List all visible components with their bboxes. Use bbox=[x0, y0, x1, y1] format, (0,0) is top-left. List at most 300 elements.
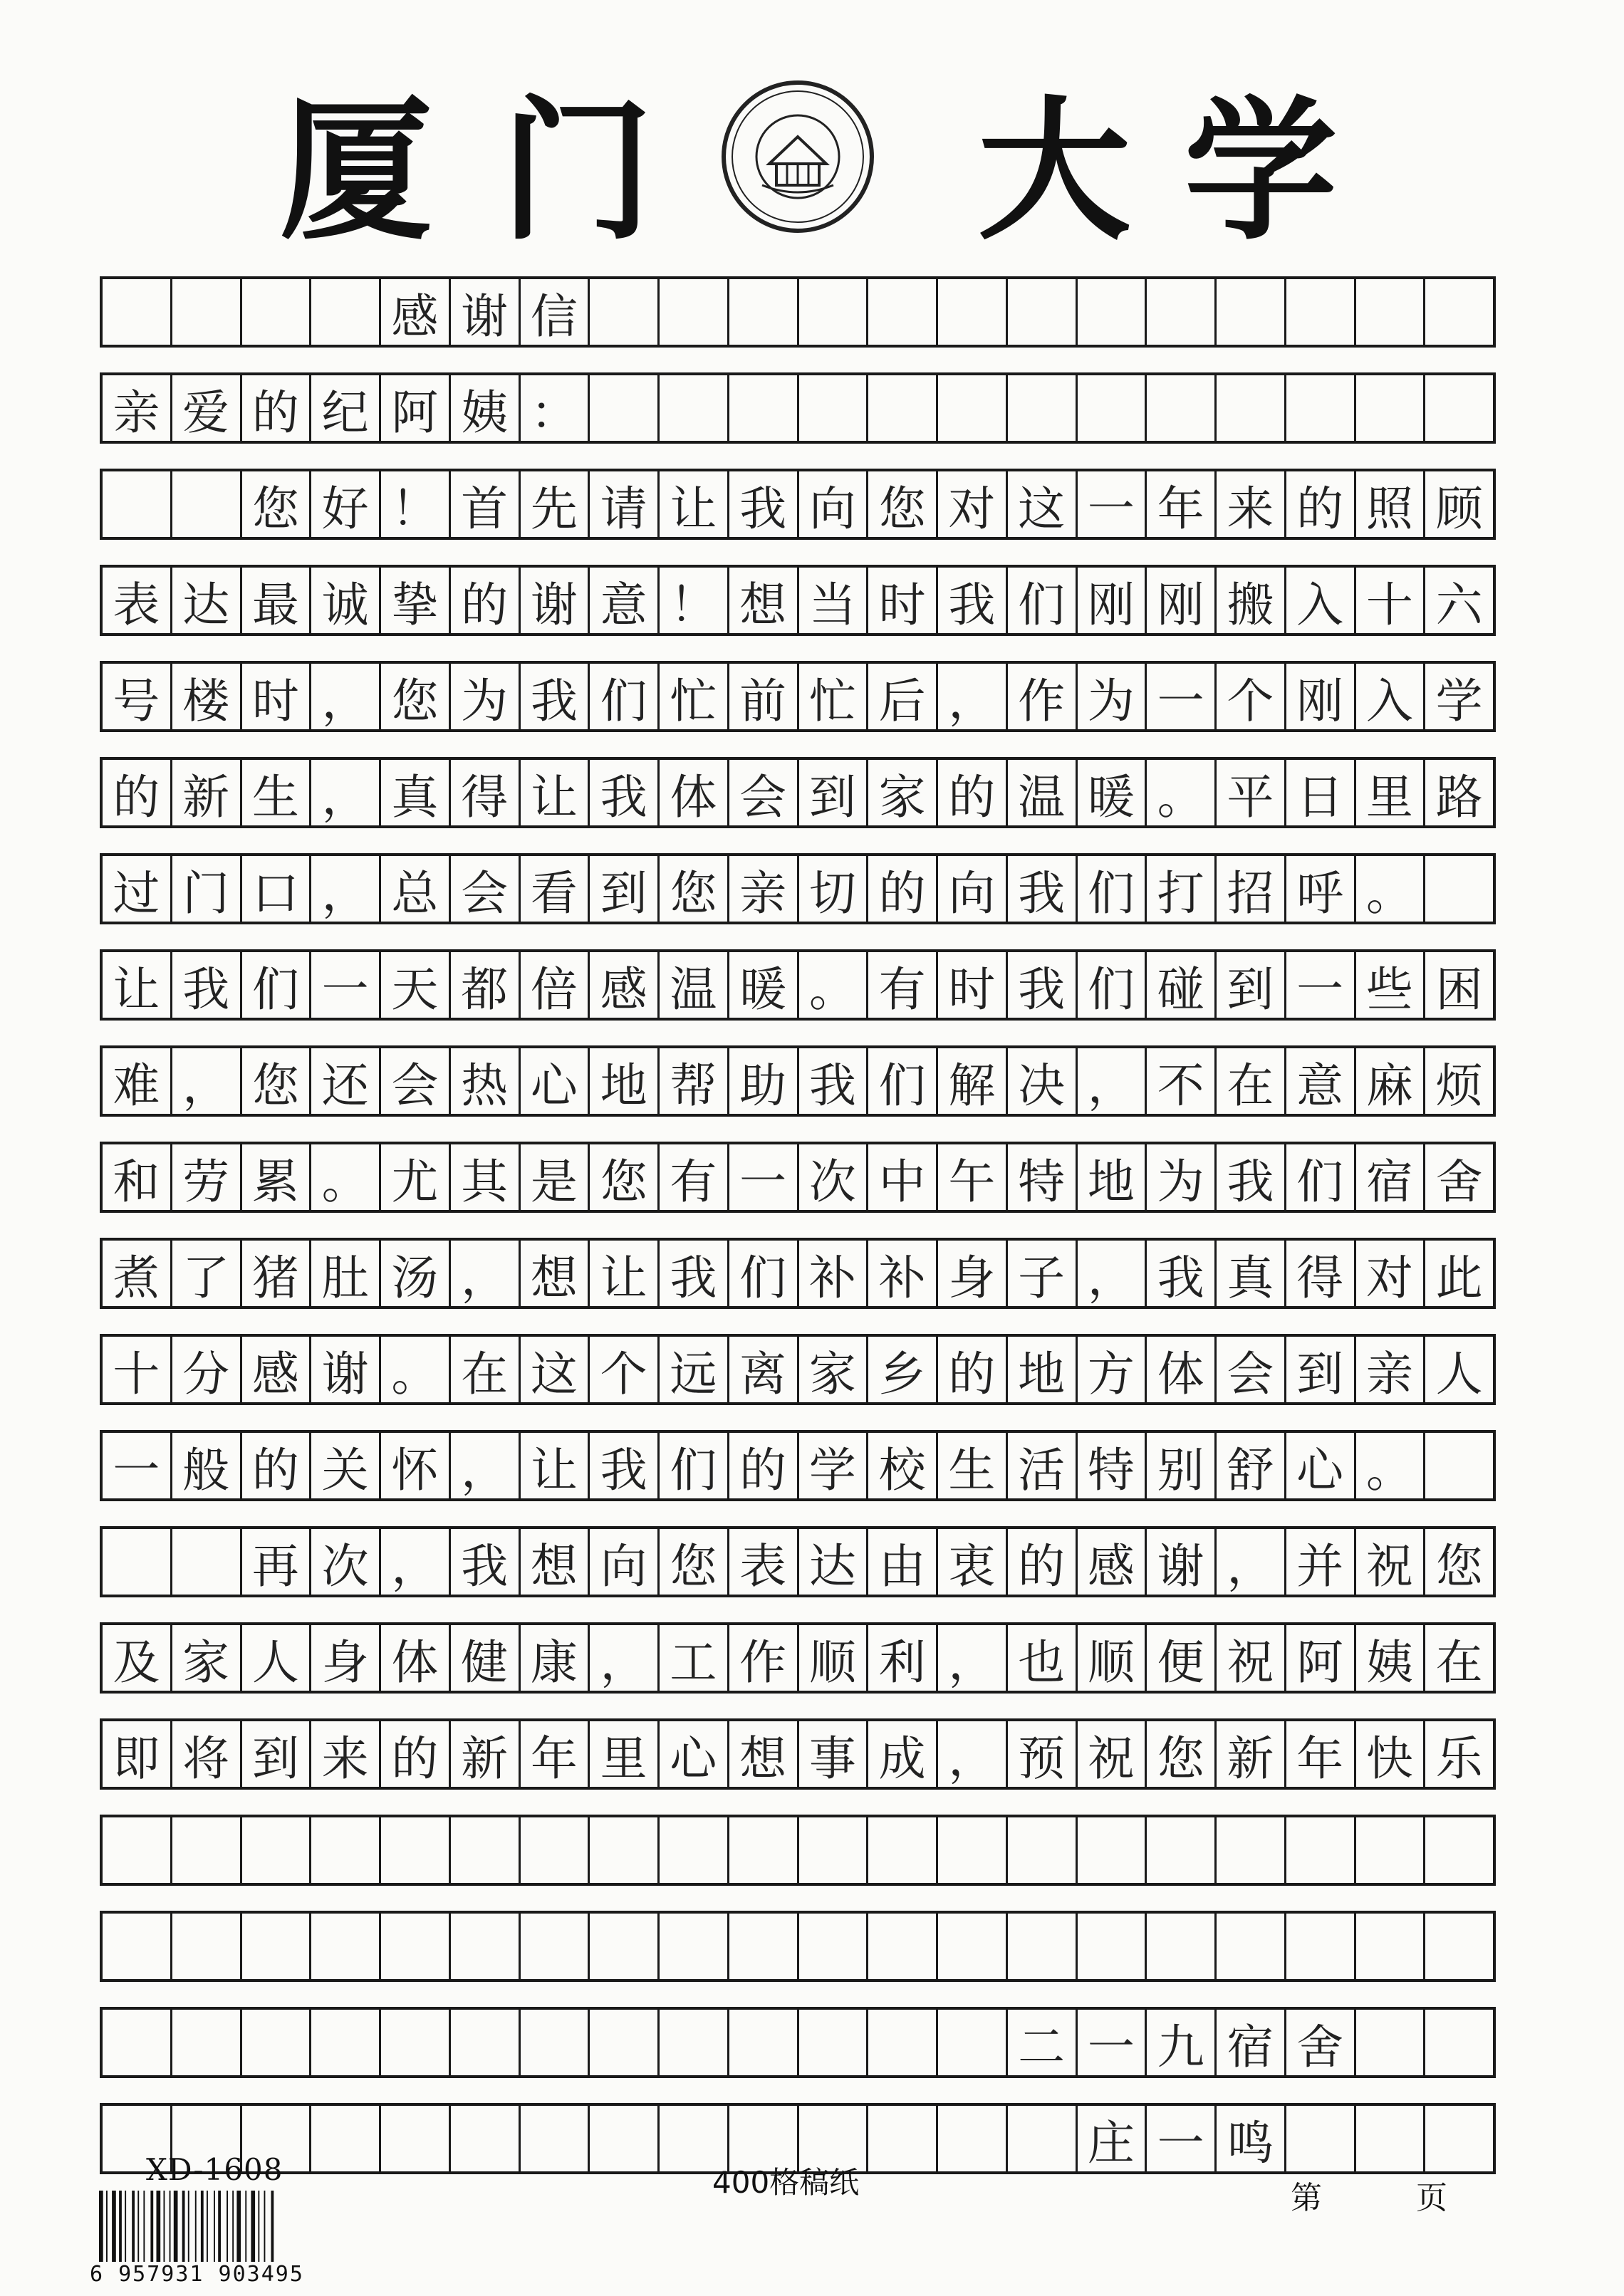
grid-cell: 怀 bbox=[381, 1433, 451, 1498]
grid-cell bbox=[311, 2106, 381, 2171]
grid-cell: 新 bbox=[172, 760, 242, 825]
grid-cell: 也 bbox=[1008, 1625, 1078, 1691]
grid-cell: 关 bbox=[311, 1433, 381, 1498]
grid-cell: 天 bbox=[381, 952, 451, 1018]
grid-cell: 。 bbox=[1356, 856, 1426, 922]
grid-cell: 新 bbox=[451, 1721, 521, 1787]
grid-cell: 您 bbox=[381, 664, 451, 729]
grid-cell bbox=[590, 375, 660, 441]
grid-cell bbox=[1356, 1817, 1426, 1883]
grid-cell: ， bbox=[938, 664, 1008, 729]
grid-cell: 真 bbox=[381, 760, 451, 825]
grid-cell: 活 bbox=[1008, 1433, 1078, 1498]
grid-row bbox=[100, 276, 1496, 348]
grid-cell bbox=[729, 1817, 799, 1883]
grid-row bbox=[100, 949, 1496, 1021]
grid-cell: 们 bbox=[660, 1433, 729, 1498]
grid-cell: 入 bbox=[1356, 664, 1426, 729]
grid-cell: 打 bbox=[1147, 856, 1217, 922]
grid-cell: 搬 bbox=[1217, 568, 1286, 633]
grid-cell: 此 bbox=[1435, 1250, 1483, 1305]
grid-cell: ， bbox=[311, 664, 381, 729]
grid-cell bbox=[660, 279, 729, 345]
grid-cell: 的 bbox=[242, 375, 312, 441]
grid-cell: 体 bbox=[660, 760, 729, 825]
grid-cell: 诚 bbox=[311, 568, 381, 633]
grid-cell bbox=[242, 1914, 312, 1979]
grid-cell bbox=[103, 1817, 172, 1883]
grid-cell: 的 bbox=[451, 568, 521, 633]
grid-cell: 时 bbox=[242, 664, 312, 729]
grid-cell bbox=[172, 279, 242, 345]
grid-cell bbox=[729, 2010, 799, 2075]
grid-cell: 暖 bbox=[729, 952, 799, 1018]
grid-cell: ！ bbox=[381, 471, 451, 537]
grid-cell: 利 bbox=[868, 1625, 938, 1691]
grid-cell: 人 bbox=[242, 1625, 312, 1691]
grid-cell: 真 bbox=[1217, 1241, 1286, 1306]
grid-cell: 心 bbox=[660, 1721, 729, 1787]
grid-cell: 一 bbox=[1147, 2106, 1217, 2171]
grid-cell: 。 bbox=[1356, 1433, 1426, 1498]
grid-cell: 有 bbox=[868, 952, 938, 1018]
grid-cell bbox=[1008, 279, 1078, 345]
grid-cell: 年 bbox=[1286, 1721, 1356, 1787]
grid-cell: 我 bbox=[799, 1048, 869, 1114]
grid-cell: 新 bbox=[1217, 1721, 1286, 1787]
grid-cell bbox=[729, 1914, 799, 1979]
grid-cell bbox=[868, 279, 938, 345]
grid-cell: 照 bbox=[1356, 471, 1426, 537]
grid-cell bbox=[1286, 375, 1356, 441]
grid-cell: 前 bbox=[729, 664, 799, 729]
grid-cell: 想 bbox=[521, 1529, 590, 1595]
grid-cell: 平 bbox=[1217, 760, 1286, 825]
grid-cell: 来 bbox=[1217, 471, 1286, 537]
grid-cell bbox=[868, 2010, 938, 2075]
grid-cell: 热 bbox=[451, 1048, 521, 1114]
grid-cell: 表 bbox=[729, 1529, 799, 1595]
grid-cell: 请 bbox=[590, 471, 660, 537]
grid-cell: 刚 bbox=[1286, 664, 1356, 729]
grid-cell bbox=[172, 2010, 242, 2075]
grid-cell bbox=[172, 471, 242, 537]
grid-cell: 想 bbox=[521, 1241, 590, 1306]
grid-cell: 由 bbox=[868, 1529, 938, 1595]
grid-cell: 日 bbox=[1286, 760, 1356, 825]
grid-cell bbox=[660, 1817, 729, 1883]
grid-cell: 年 bbox=[1147, 471, 1217, 537]
grid-cell: 们 bbox=[1078, 952, 1147, 1018]
grid-cell: 体 bbox=[381, 1625, 451, 1691]
grid-cell bbox=[1078, 279, 1147, 345]
grid-cell bbox=[1425, 1817, 1493, 1883]
grid-cell bbox=[1078, 1914, 1147, 1979]
grid-cell bbox=[521, 1914, 590, 1979]
grid-cell: 健 bbox=[451, 1625, 521, 1691]
grid-cell: 子 bbox=[1008, 1241, 1078, 1306]
grid-cell: 离 bbox=[729, 1337, 799, 1402]
grid-cell bbox=[1217, 279, 1286, 345]
grid-cell: 乐 bbox=[1435, 1731, 1483, 1786]
grid-cell: 麻 bbox=[1356, 1048, 1426, 1114]
grid-cell: 二 bbox=[1008, 2010, 1078, 2075]
grid-cell: 当 bbox=[799, 568, 869, 633]
grid-cell: 一 bbox=[729, 1144, 799, 1210]
grid-cell: 祝 bbox=[1217, 1625, 1286, 1691]
grid-cell: 到 bbox=[1286, 1337, 1356, 1402]
grid-cell bbox=[1286, 1914, 1356, 1979]
grid-cell: 让 bbox=[521, 760, 590, 825]
grid-cell: 姨 bbox=[451, 375, 521, 441]
grid-cell: 作 bbox=[1008, 664, 1078, 729]
grid-cell: 会 bbox=[381, 1048, 451, 1114]
grid-cell: 我 bbox=[590, 760, 660, 825]
grid-cell: 。 bbox=[799, 952, 869, 1018]
grid-cell: 刚 bbox=[1147, 568, 1217, 633]
grid-cell: 衷 bbox=[938, 1529, 1008, 1595]
grid-cell: 补 bbox=[868, 1241, 938, 1306]
grid-cell bbox=[1286, 279, 1356, 345]
grid-cell: 信 bbox=[521, 279, 590, 345]
grid-cell bbox=[311, 1817, 381, 1883]
grid-row bbox=[100, 1815, 1496, 1886]
grid-cell: 还 bbox=[311, 1048, 381, 1114]
grid-cell bbox=[381, 1817, 451, 1883]
grid-cell: 。 bbox=[311, 1144, 381, 1210]
grid-cell: 谢 bbox=[521, 568, 590, 633]
grid-row bbox=[100, 1911, 1496, 1982]
grid-cell: 帮 bbox=[660, 1048, 729, 1114]
grid-cell: 一 bbox=[1147, 664, 1217, 729]
grid-cell: ， bbox=[311, 856, 381, 922]
grid-cell: 谢 bbox=[451, 279, 521, 345]
barcode-number: 6 957931 903495 bbox=[90, 2262, 304, 2287]
grid-cell bbox=[1217, 375, 1286, 441]
grid-cell bbox=[1356, 279, 1426, 345]
grid-cell: 呼 bbox=[1286, 856, 1356, 922]
grid-cell: 劳 bbox=[172, 1144, 242, 1210]
grid-cell: 碰 bbox=[1147, 952, 1217, 1018]
grid-cell: 的 bbox=[938, 1337, 1008, 1402]
grid-cell: 感 bbox=[381, 279, 451, 345]
grid-row bbox=[100, 2007, 1496, 2078]
grid-cell bbox=[590, 1914, 660, 1979]
grid-cell: 首 bbox=[451, 471, 521, 537]
grid-cell: 会 bbox=[451, 856, 521, 922]
grid-cell: 学 bbox=[799, 1433, 869, 1498]
grid-cell: 到 bbox=[1217, 952, 1286, 1018]
grid-cell: 远 bbox=[660, 1337, 729, 1402]
paper-code: XD-1608 bbox=[146, 2152, 283, 2187]
grid-cell bbox=[938, 375, 1008, 441]
grid-cell: ， bbox=[381, 1529, 451, 1595]
grid-cell bbox=[103, 471, 172, 537]
grid-cell: 家 bbox=[172, 1625, 242, 1691]
grid-cell bbox=[172, 1817, 242, 1883]
grid-cell: 里 bbox=[1356, 760, 1426, 825]
grid-cell: 决 bbox=[1008, 1048, 1078, 1114]
grid-cell: 祝 bbox=[1078, 1721, 1147, 1787]
masthead-char-2: 门 bbox=[500, 80, 654, 261]
masthead-char-3: 大 bbox=[977, 80, 1131, 261]
grid-cell: 作 bbox=[729, 1625, 799, 1691]
grid-row bbox=[100, 1430, 1496, 1501]
grid-cell: 们 bbox=[590, 664, 660, 729]
grid-cell bbox=[1425, 1914, 1493, 1979]
grid-cell: 一 bbox=[1078, 471, 1147, 537]
grid-cell: 姨 bbox=[1356, 1625, 1426, 1691]
grid-cell: 舍 bbox=[1435, 1154, 1483, 1209]
grid-cell: 我 bbox=[172, 952, 242, 1018]
grid-cell: 得 bbox=[1286, 1241, 1356, 1306]
grid-cell bbox=[590, 1817, 660, 1883]
grid-cell: 亲 bbox=[103, 375, 172, 441]
grid-cell: 看 bbox=[521, 856, 590, 922]
grid-row bbox=[100, 372, 1496, 444]
grid-cell: 感 bbox=[1078, 1529, 1147, 1595]
grid-cell bbox=[660, 375, 729, 441]
grid-cell: 的 bbox=[242, 1433, 312, 1498]
grid-cell: 个 bbox=[1217, 664, 1286, 729]
grid-cell: 再 bbox=[242, 1529, 312, 1595]
grid-cell bbox=[451, 1817, 521, 1883]
grid-cell: 们 bbox=[868, 1048, 938, 1114]
grid-cell: 先 bbox=[521, 471, 590, 537]
grid-cell bbox=[381, 2010, 451, 2075]
grid-cell: 亲 bbox=[1356, 1337, 1426, 1402]
grid-cell: 一 bbox=[103, 1433, 172, 1498]
grid-cell: 刚 bbox=[1078, 568, 1147, 633]
grid-cell: ！ bbox=[660, 568, 729, 633]
grid-cell bbox=[1356, 1914, 1426, 1979]
grid-cell: 生 bbox=[938, 1433, 1008, 1498]
grid-cell bbox=[868, 375, 938, 441]
grid-cell: 顺 bbox=[1078, 1625, 1147, 1691]
grid-cell: 及 bbox=[103, 1625, 172, 1691]
grid-cell bbox=[1008, 1914, 1078, 1979]
grid-cell: 困 bbox=[1435, 961, 1483, 1017]
grid-row bbox=[100, 469, 1496, 540]
grid-cell bbox=[799, 1817, 869, 1883]
grid-cell: 次 bbox=[799, 1144, 869, 1210]
grid-cell: 您 bbox=[590, 1144, 660, 1210]
grid-cell: 来 bbox=[311, 1721, 381, 1787]
grid-cell: 在 bbox=[1435, 1634, 1483, 1690]
grid-cell: 方 bbox=[1078, 1337, 1147, 1402]
grid-cell: 温 bbox=[1008, 760, 1078, 825]
grid-cell: 工 bbox=[660, 1625, 729, 1691]
grid-cell: 事 bbox=[799, 1721, 869, 1787]
grid-cell: 为 bbox=[451, 664, 521, 729]
grid-cell: 切 bbox=[799, 856, 869, 922]
grid-cell: 在 bbox=[1217, 1048, 1286, 1114]
grid-cell: ， bbox=[938, 1625, 1008, 1691]
grid-cell: 成 bbox=[868, 1721, 938, 1787]
grid-cell: 六 bbox=[1435, 577, 1483, 632]
grid-cell: 向 bbox=[799, 471, 869, 537]
grid-cell: 的 bbox=[1286, 471, 1356, 537]
grid-cell: 在 bbox=[451, 1337, 521, 1402]
grid-cell: 我 bbox=[1008, 952, 1078, 1018]
grid-cell: 家 bbox=[799, 1337, 869, 1402]
grid-cell: 们 bbox=[242, 952, 312, 1018]
grid-cell: 解 bbox=[938, 1048, 1008, 1114]
grid-cell: ， bbox=[938, 1721, 1008, 1787]
grid-cell: 号 bbox=[103, 664, 172, 729]
grid-cell: 我 bbox=[521, 664, 590, 729]
grid-cell: 阿 bbox=[1286, 1625, 1356, 1691]
grid-cell: 亲 bbox=[729, 856, 799, 922]
grid-cell: 些 bbox=[1356, 952, 1426, 1018]
grid-cell bbox=[1078, 375, 1147, 441]
grid-cell: 会 bbox=[1217, 1337, 1286, 1402]
grid-cell: ， bbox=[311, 760, 381, 825]
grid-cell: 到 bbox=[590, 856, 660, 922]
grid-cell bbox=[590, 279, 660, 345]
grid-cell: 时 bbox=[868, 568, 938, 633]
grid-cell: 您 bbox=[660, 1529, 729, 1595]
grid-cell: 得 bbox=[451, 760, 521, 825]
grid-cell: 倍 bbox=[521, 952, 590, 1018]
grid-cell: 对 bbox=[1356, 1241, 1426, 1306]
grid-cell bbox=[799, 1914, 869, 1979]
grid-cell: 我 bbox=[660, 1241, 729, 1306]
grid-cell: 过 bbox=[103, 856, 172, 922]
grid-cell: 口 bbox=[242, 856, 312, 922]
grid-cell: 楼 bbox=[172, 664, 242, 729]
grid-cell: 和 bbox=[103, 1144, 172, 1210]
grid-cell: 向 bbox=[938, 856, 1008, 922]
grid-cell bbox=[521, 2010, 590, 2075]
grid-cell: 乡 bbox=[868, 1337, 938, 1402]
grid-cell: 达 bbox=[172, 568, 242, 633]
grid-cell: 中 bbox=[868, 1144, 938, 1210]
grid-row bbox=[100, 757, 1496, 828]
grid-row bbox=[100, 661, 1496, 732]
grid-cell bbox=[1147, 375, 1217, 441]
grid-cell: 并 bbox=[1286, 1529, 1356, 1595]
grid-cell: 的 bbox=[938, 760, 1008, 825]
grid-cell bbox=[1217, 1914, 1286, 1979]
grid-cell: 谢 bbox=[1147, 1529, 1217, 1595]
grid-cell: 让 bbox=[521, 1433, 590, 1498]
grid-cell: 好 bbox=[311, 471, 381, 537]
grid-cell: 即 bbox=[103, 1721, 172, 1787]
grid-cell bbox=[868, 2106, 938, 2171]
grid-cell bbox=[103, 1529, 172, 1595]
grid-cell: 是 bbox=[521, 1144, 590, 1210]
grid-cell: 地 bbox=[1078, 1144, 1147, 1210]
grid-cell: 入 bbox=[1286, 568, 1356, 633]
grid-cell: 有 bbox=[660, 1144, 729, 1210]
grid-cell: 这 bbox=[521, 1337, 590, 1402]
grid-cell: 们 bbox=[729, 1241, 799, 1306]
grid-cell bbox=[521, 1817, 590, 1883]
grid-cell bbox=[1217, 1817, 1286, 1883]
grid-cell: 分 bbox=[172, 1337, 242, 1402]
grid-cell bbox=[103, 279, 172, 345]
grid-cell: 汤 bbox=[381, 1241, 451, 1306]
grid-cell: ， bbox=[451, 1433, 521, 1498]
grid-cell: 补 bbox=[799, 1241, 869, 1306]
grid-cell bbox=[451, 2010, 521, 2075]
grid-cell: ， bbox=[1078, 1048, 1147, 1114]
grid-cell: 到 bbox=[242, 1721, 312, 1787]
grid-cell bbox=[242, 1817, 312, 1883]
grid-cell: 不 bbox=[1147, 1048, 1217, 1114]
grid-cell bbox=[1425, 2106, 1493, 2171]
grid-cell: 一 bbox=[1286, 952, 1356, 1018]
grid-cell: 我 bbox=[1147, 1241, 1217, 1306]
grid-cell bbox=[799, 279, 869, 345]
grid-cell: 的 bbox=[868, 856, 938, 922]
grid-cell bbox=[1078, 1817, 1147, 1883]
grid-cell: 我 bbox=[1217, 1144, 1286, 1210]
grid-cell: 顾 bbox=[1435, 481, 1483, 536]
grid-cell: 次 bbox=[311, 1529, 381, 1595]
grid-cell: 最 bbox=[242, 568, 312, 633]
grid-cell: 的 bbox=[1008, 1529, 1078, 1595]
grid-cell: 对 bbox=[938, 471, 1008, 537]
grid-cell: 将 bbox=[172, 1721, 242, 1787]
grid-cell: 体 bbox=[1147, 1337, 1217, 1402]
grid-cell bbox=[938, 1914, 1008, 1979]
grid-cell: 肚 bbox=[311, 1241, 381, 1306]
grid-cell bbox=[799, 375, 869, 441]
grid-cell bbox=[242, 2010, 312, 2075]
grid-cell: 们 bbox=[1008, 568, 1078, 633]
grid-cell: 烦 bbox=[1435, 1058, 1483, 1113]
grid-cell bbox=[1286, 1817, 1356, 1883]
grid-cell: 助 bbox=[729, 1048, 799, 1114]
grid-cell: 爱 bbox=[172, 375, 242, 441]
grid-cell: 我 bbox=[729, 471, 799, 537]
grid-cell: 舍 bbox=[1286, 2010, 1356, 2075]
grid-row bbox=[100, 1622, 1496, 1694]
grid-cell: 后 bbox=[868, 664, 938, 729]
grid-cell bbox=[799, 2010, 869, 2075]
grid-row bbox=[100, 565, 1496, 636]
grid-cell: 煮 bbox=[103, 1241, 172, 1306]
grid-cell: ， bbox=[451, 1241, 521, 1306]
grid-row bbox=[100, 1045, 1496, 1117]
grid-cell bbox=[729, 279, 799, 345]
grid-cell bbox=[868, 1817, 938, 1883]
grid-cell: 了 bbox=[172, 1241, 242, 1306]
grid-cell: 们 bbox=[1286, 1144, 1356, 1210]
grid-cell: 招 bbox=[1217, 856, 1286, 922]
grid-cell bbox=[660, 1914, 729, 1979]
grid-cell bbox=[938, 2106, 1008, 2171]
grid-cell: 您 bbox=[660, 856, 729, 922]
grid-cell: 想 bbox=[729, 568, 799, 633]
grid-cell bbox=[1425, 279, 1493, 345]
grid-cell bbox=[451, 2106, 521, 2171]
grid-cell: 感 bbox=[590, 952, 660, 1018]
grid-cell bbox=[1356, 375, 1426, 441]
grid-cell: 暖 bbox=[1078, 760, 1147, 825]
grid-cell: 我 bbox=[1008, 856, 1078, 922]
grid-cell bbox=[1356, 2010, 1426, 2075]
grid-cell: 累 bbox=[242, 1144, 312, 1210]
grid-cell: 年 bbox=[521, 1721, 590, 1787]
masthead-char-4: 学 bbox=[1184, 80, 1338, 261]
grid-cell bbox=[1147, 279, 1217, 345]
grid-cell bbox=[381, 1914, 451, 1979]
grid-cell: 个 bbox=[590, 1337, 660, 1402]
grid-cell: 总 bbox=[381, 856, 451, 922]
